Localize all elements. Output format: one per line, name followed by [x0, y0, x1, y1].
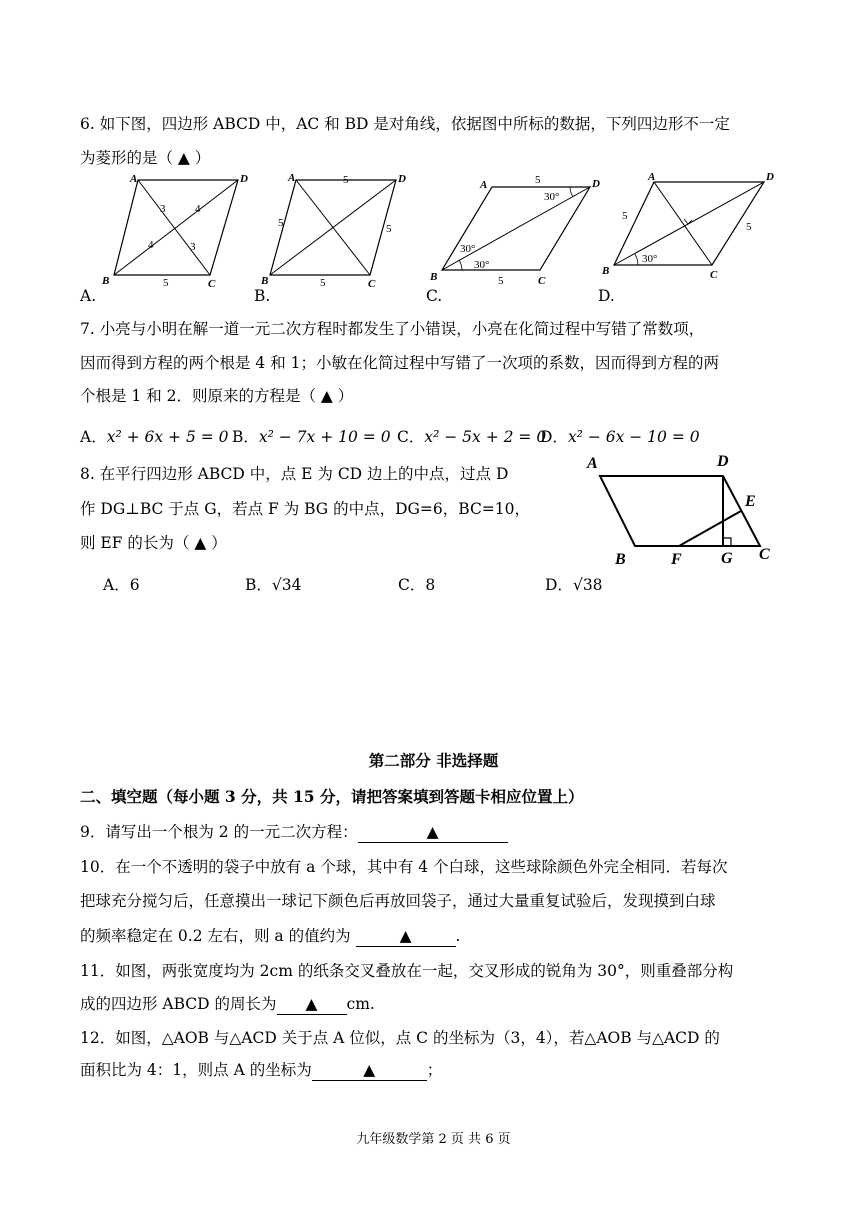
fig-d-angle-b: 30° [642, 253, 658, 265]
q6-option-a: A. [80, 287, 97, 305]
q10-line-3-text: 的频率稳定在 0.2 左右，则 a 的值约为 [80, 927, 351, 945]
q8-option-b [245, 575, 302, 595]
fig-c-angle-b-upper: 30° [460, 243, 476, 255]
fig-d-vertex-b: B [602, 265, 610, 277]
q11-answer-blank: ▲ [277, 994, 347, 1015]
section-heading: 二、填空题（每小题 3 分，共 15 分，请把答案填到答题卡相应位置上） [80, 787, 584, 806]
q8-option-b-label: B． [245, 576, 272, 594]
q6-option-b: B. [254, 287, 271, 305]
q10-line-1: 10．在一个不透明的袋子中放有 a 个球，其中有 4 个白球，这些球除颜色外完全相同．若每次 [80, 858, 728, 876]
q8-option-a-label: A． [103, 576, 130, 594]
fig-c-vertex-c: C [538, 275, 546, 287]
q12-line-2 [80, 1060, 442, 1081]
q7-option-a-label: A． [80, 428, 107, 446]
q8-option-c-value: 8 [425, 576, 436, 594]
q9-line [80, 822, 508, 843]
q8-fig-vertex-g: G [721, 550, 733, 567]
q7-option-b [232, 427, 391, 447]
q7-option-b-expr: x² − 7x + 10 = 0 [258, 428, 391, 446]
fig-b-label-top: 5 [343, 174, 349, 186]
fig-b-vertex-b: B [261, 275, 269, 287]
q12-line-1: 12．如图，△AOB 与△ACD 关于点 A 位似，点 C 的坐标为（3，4），若△AOB 与△ACD 的 [80, 1029, 720, 1047]
q7-option-c-expr: x² − 5x + 2 = 0 [424, 428, 547, 446]
fig-d-vertex-a: A [648, 171, 656, 183]
fig-a-vertex-b: B [102, 275, 110, 287]
fig-d-label-left: 5 [622, 210, 628, 222]
q7-line-3: 个根是 1 和 2．则原来的方程是（ ▲ ） [80, 387, 354, 405]
q8-fig-vertex-f: F [671, 551, 682, 568]
q6-line-1: 6. 如下图，四边形 ABCD 中，AC 和 BD 是对角线，依据图中所标的数据，下列四边形不一定 [80, 115, 730, 133]
q8-option-d-label: D． [545, 576, 573, 594]
q10-line-3 [80, 926, 460, 947]
fig-c-label-bottom: 5 [498, 275, 504, 287]
q8-figure [585, 448, 785, 573]
fig-b-vertex-c: C [368, 278, 376, 290]
fig-c-angle-d: 30° [544, 191, 560, 203]
fig-b-label-left: 5 [278, 217, 284, 229]
fig-a-label-4: 3 [190, 241, 196, 253]
fig-a-label-2: 4 [195, 203, 201, 215]
fig-a-vertex-a: A [130, 173, 138, 185]
q7-line-1: 7. 小亮与小明在解一道一元二次方程时都发生了小错误，小亮在化简过程中写错了常数项， [80, 320, 705, 338]
q10-answer-blank: ▲ [356, 926, 456, 947]
q11-unit: cm. [346, 995, 375, 1013]
q7-option-b-label: B． [232, 428, 259, 446]
q8-fig-vertex-c: C [759, 546, 770, 563]
q8-line-1: 8. 在平行四边形 ABCD 中，点 E 为 CD 边上的中点，过点 D [80, 465, 509, 483]
q8-option-d [545, 575, 603, 595]
fig-c-label-top: 5 [535, 174, 541, 186]
fig-a-label-3: 4 [148, 239, 154, 251]
q11-line-1: 11．如图，两张宽度均为 2cm 的纸条交叉叠放在一起，交叉形成的锐角为 30°，则重叠部分构 [80, 962, 734, 980]
fig-a-label-1: 3 [160, 203, 166, 215]
fig-b-label-bottom: 5 [320, 277, 326, 289]
fig-b-vertex-a: A [288, 172, 296, 184]
q9-answer-blank: ▲ [358, 822, 508, 843]
q6-figure-b [261, 170, 406, 290]
fig-a-label-5: 5 [163, 277, 169, 289]
q7-option-c [397, 427, 546, 447]
q8-option-a [103, 575, 140, 595]
q8-fig-vertex-d: D [717, 453, 729, 470]
q8-option-a-value: 6 [129, 576, 140, 594]
q8-line-2: 作 DG⊥BC 于点 G，若点 F 为 BG 的中点，DG=6，BC=10， [80, 500, 531, 518]
q11-line-2-text: 成的四边形 ABCD 的周长为 [80, 995, 277, 1013]
fig-d-vertex-c: C [710, 269, 718, 281]
fig-d-vertex-d: D [766, 171, 774, 183]
fig-c-vertex-a: A [480, 179, 488, 191]
q6-line-2: 为菱形的是（ ▲ ） [80, 149, 211, 167]
q8-fig-vertex-a: A [587, 455, 598, 472]
q7-option-d [540, 427, 700, 447]
q7-line-2: 因而得到方程的两个根是 4 和 1；小敏在化简过程中写错了一次项的系数，因而得到方程的两 [80, 354, 720, 372]
q7-option-c-label: C． [397, 428, 425, 446]
q12-answer-blank: ▲ [312, 1060, 427, 1081]
q7-option-a-expr: x² + 6x + 5 = 0 [106, 428, 229, 446]
q6-figure-c [430, 170, 600, 287]
q8-line-3: 则 EF 的长为（ ▲ ） [80, 534, 227, 552]
q8-option-b-value: √34 [271, 576, 302, 594]
fig-c-vertex-d: D [592, 178, 600, 190]
fig-d-label-right: 5 [746, 221, 752, 233]
q8-option-c-label: C． [398, 576, 426, 594]
fig-a-vertex-c: C [208, 278, 216, 290]
part2-title: 第二部分 非选择题 [368, 751, 499, 770]
q6-figure-a [102, 170, 248, 290]
q7-option-a [80, 427, 229, 447]
q8-fig-vertex-b: B [615, 551, 626, 568]
fig-b-vertex-d: D [398, 173, 406, 185]
q8-option-c [398, 575, 435, 595]
fig-b-label-right: 5 [386, 223, 392, 235]
q9-text: 9．请写出一个根为 2 的一元二次方程： [80, 823, 358, 841]
fig-c-angle-b-lower: 30° [474, 259, 490, 271]
q10-line-2: 把球充分搅匀后，任意摸出一球记下颜色后再放回袋子，通过大量重复试验后，发现摸到白球 [80, 892, 716, 910]
q6-option-d: D. [598, 287, 615, 305]
q10-end: . [455, 927, 461, 945]
q7-option-d-expr: x² − 6x − 10 = 0 [567, 428, 700, 446]
q6-figure-d [602, 170, 777, 285]
q11-line-2 [80, 994, 375, 1015]
q7-option-d-label: D． [540, 428, 568, 446]
q12-line-2-text: 面积比为 4：1，则点 A 的坐标为 [80, 1061, 312, 1079]
fig-a-vertex-d: D [240, 173, 248, 185]
q6-option-c: C. [426, 287, 443, 305]
q8-option-d-value: √38 [572, 576, 603, 594]
fig-c-vertex-b: B [430, 271, 438, 283]
page-footer: 九年级数学第 2 页 共 6 页 [356, 1132, 511, 1147]
q12-end: ； [426, 1061, 443, 1079]
q8-fig-vertex-e: E [745, 493, 756, 510]
